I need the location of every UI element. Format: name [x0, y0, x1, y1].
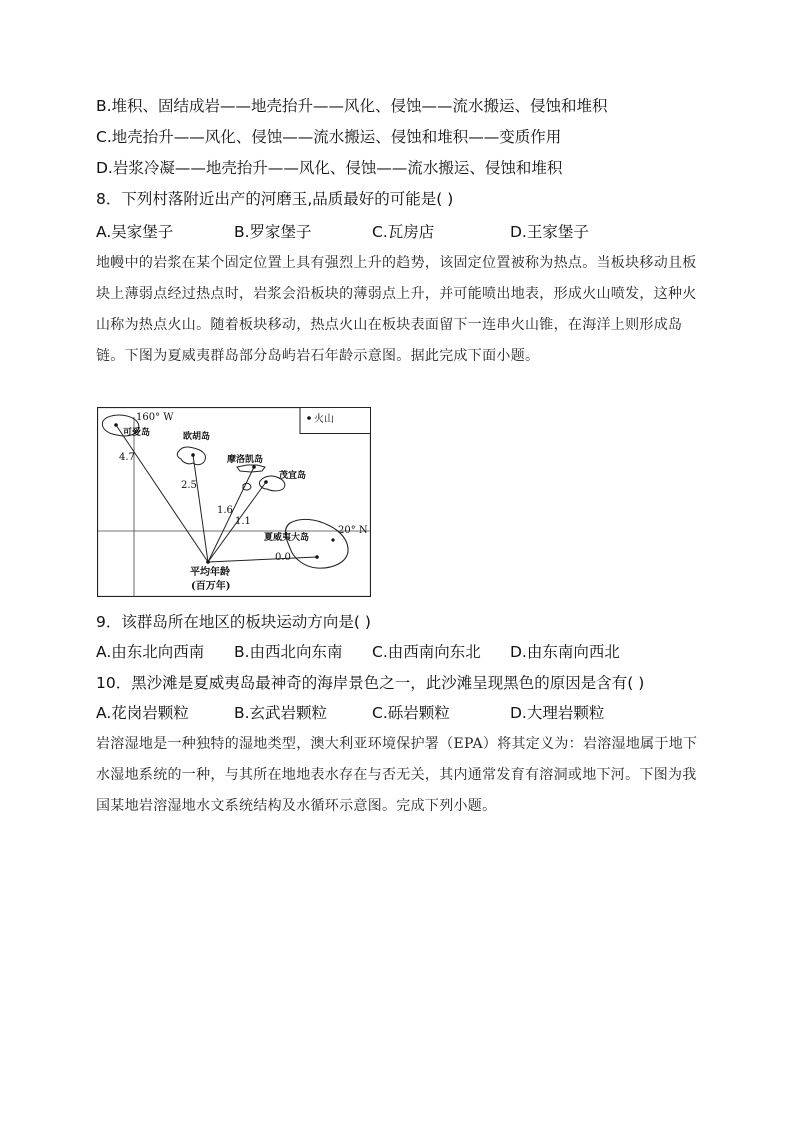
passage-karst-wetland: 岩溶湿地是一种独特的湿地类型，澳大利亚环境保护署（EPA）将其定义为：岩溶湿地属于地下水湿地系统的一种，与其所在地地表水存在与否无关，其内通常发育有溶洞或地下河。下图为我国某地岩溶湿地水文系统结构及水循环示意图。完成下列小题。 — [96, 736, 698, 814]
q9-option-d[interactable]: D.由东南向西北 — [510, 643, 620, 661]
age-label-1: 2.5 — [181, 480, 197, 491]
q9-option-a[interactable]: A.由东北向西南 — [96, 643, 205, 661]
question-8-stem: 8．下列村落附近出产的河磨玉,品质最好的可能是( ) — [96, 190, 454, 208]
volcano-dot-1 — [191, 453, 195, 457]
option-d-line: D.岩浆冷凝——地壳抬升——风化、侵蚀——流水搬运、侵蚀和堆积 — [96, 159, 563, 177]
island-label-3: 茂宜岛 — [279, 471, 307, 481]
volcano-dot-2 — [252, 465, 256, 469]
question-8-options — [96, 222, 589, 242]
center-point — [206, 560, 210, 564]
volcano-dot-3 — [264, 480, 268, 484]
longitude-label: 160° W — [136, 412, 174, 423]
legend-box — [300, 408, 371, 434]
age-label-0: 4.7 — [119, 452, 135, 463]
q10-option-a[interactable]: A.花岗岩颗粒 — [96, 704, 189, 722]
q8-option-b[interactable]: B.罗家堡子 — [234, 223, 312, 241]
passage-hotspot: 地幔中的岩浆在某个固定位置上具有强烈上升的趋势，该固定位置被称为热点。当板块移动且板块上薄弱点经过热点时，岩浆会沿板块的薄弱点上升，并可能喷出地表，形成火山喷发，这种火山称为热点火山。随着板块移动，热点火山在板块表面留下一连串火山锥，在海洋上则形成岛链。下图为夏威夷群岛部分岛屿岩石年龄示意图。据此完成下面小题。 — [96, 255, 697, 364]
volcano-dot-0 — [114, 423, 118, 427]
question-10-stem: 10．黑沙滩是夏威夷岛最神奇的海岸景色之一，此沙滩呈现黑色的原因是含有( ) — [96, 674, 645, 692]
age-label-3: 1.1 — [235, 516, 251, 527]
q8-option-a[interactable]: A.吴家堡子 — [96, 223, 174, 241]
q9-option-c[interactable]: C.由西南向东北 — [372, 643, 481, 661]
q8-option-c[interactable]: C.瓦房店 — [372, 223, 435, 241]
option-c-line: C.地壳抬升——风化、侵蚀——流水搬运、侵蚀和堆积——变质作用 — [96, 128, 562, 146]
question-9-stem: 9．该群岛所在地区的板块运动方向是( ) — [96, 613, 371, 631]
q9-option-b[interactable]: B.由西北向东南 — [234, 643, 343, 661]
q10-option-b[interactable]: B.玄武岩颗粒 — [234, 704, 328, 722]
q8-option-d[interactable]: D.王家堡子 — [510, 223, 589, 241]
option-b-line: B.堆积、固结成岩——地壳抬升——风化、侵蚀——流水搬运、侵蚀和堆积 — [96, 97, 608, 115]
question-10-options — [96, 703, 604, 723]
hawaii-island-age-map — [97, 407, 371, 597]
center-label-age: 平均年龄 — [190, 567, 230, 578]
legend-volcano-dot — [307, 416, 311, 420]
island-label-4: 夏威夷大岛 — [264, 533, 310, 543]
island-label-2: 摩洛凯岛 — [227, 455, 264, 465]
latitude-label: 20° N — [338, 525, 368, 536]
age-label-2: 1.6 — [217, 505, 233, 516]
q10-option-d[interactable]: D.大理岩颗粒 — [510, 704, 605, 722]
center-label-unit: (百万年) — [191, 581, 231, 592]
island-label-0: 可爱岛 — [123, 428, 151, 438]
legend-label: 火山 — [314, 414, 334, 425]
question-9-options — [96, 642, 620, 662]
volcano-dot-extra — [331, 538, 334, 541]
island-label-1: 欧胡岛 — [183, 432, 211, 442]
q10-option-c[interactable]: C.砾岩颗粒 — [372, 704, 450, 722]
age-label-4: 0.0 — [275, 552, 291, 563]
volcano-dot-4 — [315, 555, 319, 559]
